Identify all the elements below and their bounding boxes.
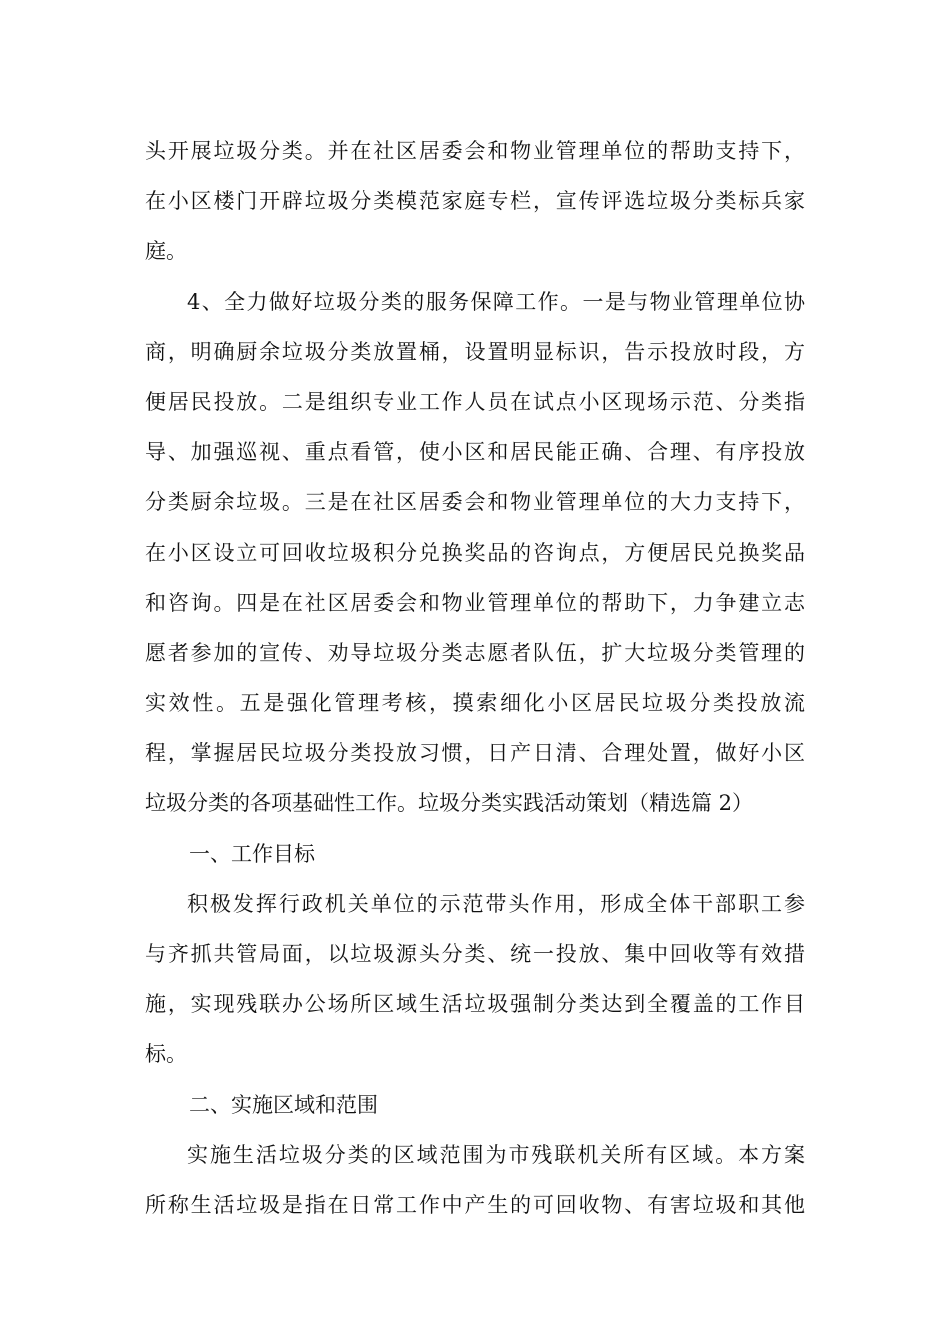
text-line: 程，掌握居民垃圾分类投放习惯，日产日清、合理处置，做好小区 [145,741,805,766]
text-line: 头开展垃圾分类。并在社区居委会和物业管理单位的帮助支持下， [145,139,805,163]
text-line: 分类厨余垃圾。三是在社区居委会和物业管理单位的大力支持下， [145,490,805,515]
text-line: 积极发挥行政机关单位的示范带头作用，形成全体干部职工参 [187,891,805,916]
text-line: 所称生活垃圾是指在日常工作中产生的可回收物、有害垃圾和其他 [145,1192,805,1217]
text-line: 愿者参加的宣传、劝导垃圾分类志愿者队伍，扩大垃圾分类管理的 [145,640,805,665]
text-line: 在小区楼门开辟垃圾分类模范家庭专栏，宣传评选垃圾分类标兵家 [145,189,805,214]
text-line: 垃圾分类的各项基础性工作。垃圾分类实践活动策划（精选篇 2） [145,791,754,816]
section-heading: 二、实施区域和范围 [189,1092,378,1117]
text-line: 在小区设立可回收垃圾积分兑换奖品的咨询点，方便居民兑换奖品 [145,540,805,565]
text-line: 4、全力做好垃圾分类的服务保障工作。一是与物业管理单位协 [187,289,805,314]
text-line: 实施生活垃圾分类的区域范围为市残联机关所有区域。本方案 [187,1142,805,1167]
text-line: 实效性。五是强化管理考核，摸索细化小区居民垃圾分类投放流 [145,691,805,716]
document-body [145,126,805,1230]
text-line: 标。 [145,1042,187,1067]
text-line: 商，明确厨余垃圾分类放置桶，设置明显标识，告示投放时段，方 [145,339,805,364]
section-heading: 一、工作目标 [189,841,315,866]
text-line: 与齐抓共管局面，以垃圾源头分类、统一投放、集中回收等有效措 [145,942,805,966]
text-line: 和咨询。四是在社区居委会和物业管理单位的帮助下，力争建立志 [145,590,805,615]
text-line: 导、加强巡视、重点看管，使小区和居民能正确、合理、有序投放 [145,440,805,465]
text-line: 庭。 [145,239,187,264]
text-line: 便居民投放。二是组织专业工作人员在试点小区现场示范、分类指 [145,389,805,414]
text-line: 施，实现残联办公场所区域生活垃圾强制分类达到全覆盖的工作目 [145,992,805,1017]
